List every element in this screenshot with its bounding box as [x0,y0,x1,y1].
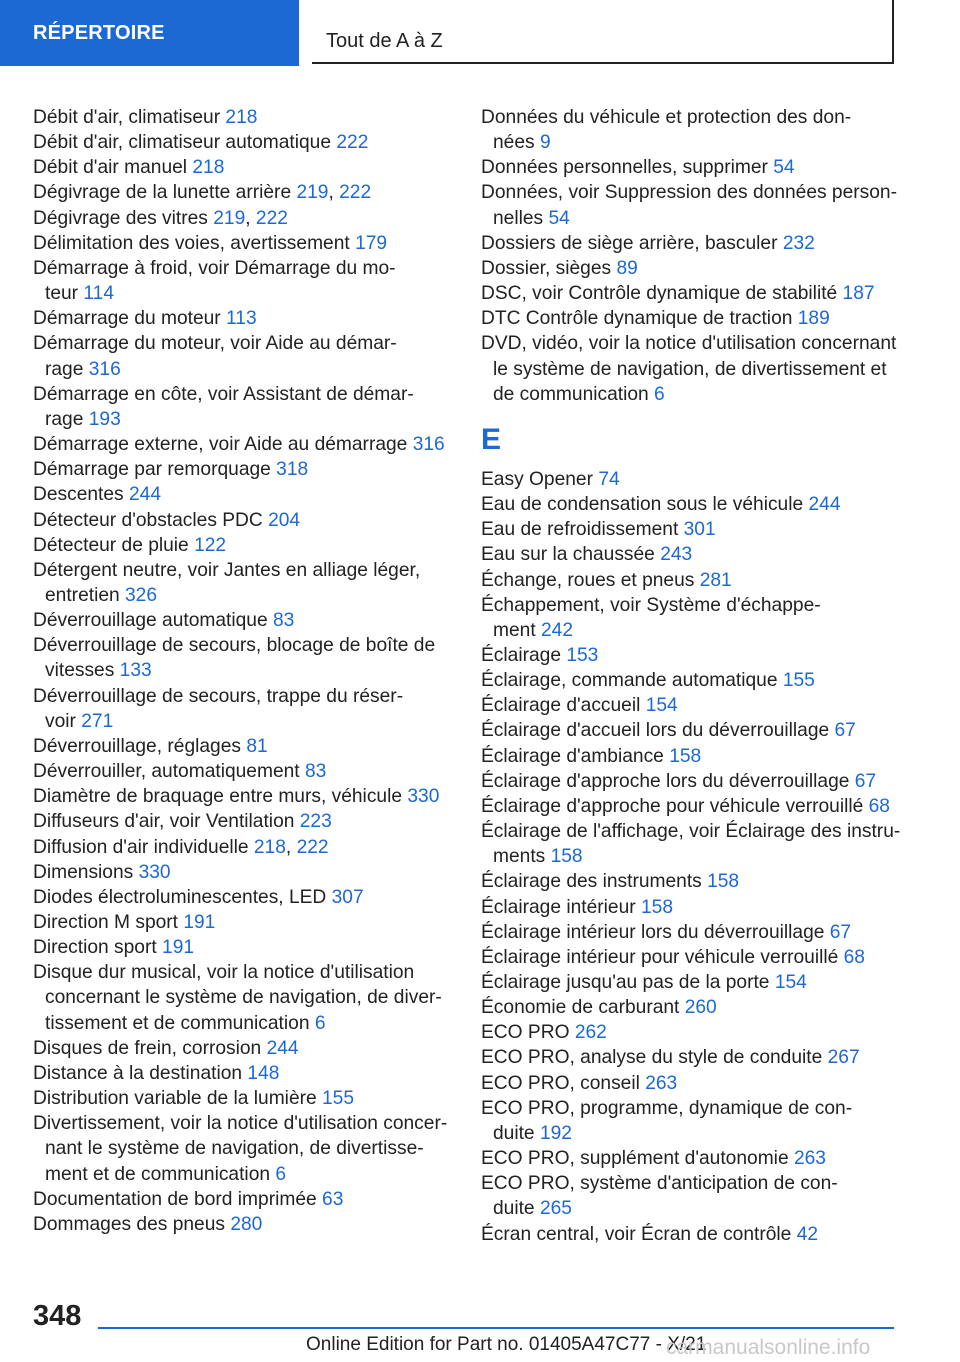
page-ref-link[interactable]: 63 [322,1188,344,1210]
page-ref-link[interactable]: 83 [272,610,295,632]
edition-text: Online Edition for Part no. 01405A47C77 - X/21 [306,1334,707,1355]
page-ref-link[interactable]: 179 [355,232,388,254]
index-entry [481,794,901,819]
index-entry [33,457,453,482]
entry-text: ECO PRO, programme, dynamique de con‐ [481,1097,853,1119]
entry-text: ECO PRO, système d'anticipation de con‐ [481,1173,838,1195]
page-ref-link[interactable]: 222 [296,836,329,858]
page-ref-link[interactable]: 187 [842,283,875,305]
entry-text: Direction M sport [33,912,184,933]
section-letter: E [481,422,502,456]
page-ref-link[interactable]: 316 [88,358,121,380]
entry-text: ECO PRO, conseil [481,1072,646,1094]
entry-text: nant le système de navigation, de divertisse‐ [45,1138,424,1160]
entry-text: Économie de carburant [481,997,685,1019]
page-ref-link[interactable]: 330 [138,861,171,883]
header-subtitle-box [312,0,894,64]
entry-text: vitesses [45,660,120,682]
page-ref-link[interactable]: 68 [843,946,865,968]
page-ref-link[interactable]: 280 [230,1213,263,1235]
index-entry [481,331,901,406]
entry-text: ments [493,846,551,868]
index-entry [33,1212,453,1237]
entry-text: Données du véhicule et protection des don‐ [481,107,852,128]
entry-text: Easy Opener [481,468,599,490]
entry-text: Démarrage à froid, voir Démarrage du mo‐ [33,257,396,279]
page-ref-link[interactable]: 113 [226,308,257,330]
entry-text: teur [45,283,84,305]
entry-text: Éclairage d'accueil lors du déverrouillage [481,720,835,742]
header-subtitle: Tout de A à Z [326,30,443,52]
entry-text: Distribution variable de la lumière [33,1088,323,1110]
section-title: RÉPERTOIRE [33,21,165,44]
page-ref-link[interactable]: 222 [255,207,288,229]
index-entry [33,608,453,633]
index-entry [33,960,453,1035]
entry-text: le système de navigation, de divertissement et [493,358,887,380]
index-entry [33,256,453,306]
page-ref-link[interactable]: 244 [808,494,841,516]
entry-text: Direction sport [33,937,163,959]
entry-text: Dimensions [33,861,139,883]
entry-text: Déverrouiller, automatiquement [33,761,305,783]
entry-text: Échappement, voir Système d'échappe‐ [481,594,821,616]
entry-text: Débit d'air, climatiseur [33,107,226,128]
entry-text: concernant le système de navigation, de diver‐ [45,987,442,1009]
entry-text: Déverrouillage de secours, trappe du réser‐ [33,685,404,707]
entry-text: Distance à la destination [33,1062,248,1084]
page-ref-link[interactable]: 9 [539,132,551,154]
entry-text: Détecteur de pluie [33,534,195,556]
index-entry [481,1020,901,1045]
index-entry [33,885,453,910]
index-entry [481,693,901,718]
page-ref-link[interactable]: 267 [827,1047,860,1069]
index-entry [481,281,901,306]
page-ref-link[interactable]: 158 [640,896,673,918]
entry-text: ECO PRO, analyse du style de conduite [481,1047,828,1069]
entry-text: Démarrage du moteur, voir Aide au démar‐ [33,333,397,355]
page-ref-link[interactable]: 148 [247,1062,280,1084]
page-ref-link[interactable]: 122 [194,534,227,556]
index-entry [481,1096,901,1146]
entry-text: Diodes électroluminescentes, LED [33,886,332,908]
index-entry [481,1146,901,1171]
index-entry [481,492,901,517]
index-entry [481,895,901,920]
index-entry [481,256,901,281]
entry-text: Déverrouillage automatique [33,610,273,632]
entry-text: Éclairage intérieur lors du déverrouillage [481,921,830,943]
index-entry [481,643,901,668]
entry-text: Données personnelles, supprimer [481,157,774,179]
entry-text: Démarrage par remorquage [33,459,277,481]
page-ref-link[interactable]: 67 [854,770,877,792]
index-entry [481,668,901,693]
entry-text: ment [493,619,541,641]
entry-text: Eau sur la chaussée [481,544,661,566]
watermark: carmanualsonline.info [666,1336,871,1359]
entry-text: Eau de condensation sous le véhicule [481,494,809,516]
index-entry [481,568,901,593]
index-entry [33,231,453,256]
index-column-left [33,105,453,1237]
page-ref-link[interactable]: 263 [645,1072,678,1094]
page-ref-link[interactable]: 330 [407,786,440,808]
index-entry [481,995,901,1020]
index-entry [481,920,901,945]
page-ref-link[interactable]: 265 [539,1198,572,1220]
page-ref-link[interactable]: 219 [296,182,329,204]
footer-divider [98,1327,894,1329]
index-entry [33,1187,453,1212]
index-entry [481,970,901,995]
index-entry [481,744,901,769]
page-ref-link[interactable]: 155 [322,1088,355,1110]
index-entry [33,1061,453,1086]
page-ref-link[interactable]: 153 [566,644,599,666]
index-entry [33,1086,453,1111]
index-entry [481,819,901,869]
index-entry [481,1071,901,1096]
index-entry [33,533,453,558]
entry-text: Éclairage d'approche pour véhicule verrouillé [481,795,869,817]
page-ref-link[interactable]: 133 [119,660,152,682]
page-ref-link[interactable]: 158 [707,871,740,893]
page-ref-link[interactable]: 67 [834,720,856,742]
page-ref-link[interactable]: 243 [660,544,693,566]
page-ref-link[interactable]: 54 [548,207,570,229]
entry-text: Éclairage de l'affichage, voir Éclairage des instru‐ [481,821,901,843]
index-entry [33,306,453,331]
page-ref-link[interactable]: 218 [192,157,225,179]
page-ref-link[interactable]: 271 [81,710,114,732]
index-entry [481,306,901,331]
page-ref-link[interactable]: 326 [125,584,158,606]
entry-text: Éclairage intérieur [481,896,641,918]
index-entry [481,231,901,256]
entry-text: Écran central, voir Écran de contrôle [481,1223,797,1245]
index-entry [33,860,453,885]
index-entry [481,1222,901,1247]
entry-text: duite [493,1122,540,1144]
index-entry [33,482,453,507]
page-ref-link[interactable]: 263 [793,1148,826,1170]
entry-text: Diamètre de braquage entre murs, véhicule [33,786,408,808]
index-entry: Dégivrage de la lunette arrière 219, 222 [33,182,372,204]
page-ref-link[interactable]: 42 [796,1223,819,1245]
page-ref-link[interactable]: 81 [246,735,268,757]
page-ref-link[interactable]: 68 [868,795,890,817]
entry-text: Descentes [33,484,129,506]
page-ref-link[interactable]: 218 [253,836,286,858]
page-ref-link[interactable]: 114 [83,283,114,305]
page-ref-link[interactable]: 191 [162,937,195,959]
page-ref-link[interactable]: 6 [314,1012,326,1034]
page-ref-link[interactable]: 260 [684,997,717,1019]
entry-text: ment et de communication [45,1163,276,1185]
entry-text: Démarrage en côte, voir Assistant de démar‐ [33,383,414,405]
entry-text: Détecteur d'obstacles PDC [33,509,269,531]
index-entry [33,734,453,759]
page-ref-link[interactable]: 155 [782,670,815,692]
index-entry [33,759,453,784]
entry-text: Données, voir Suppression des données person‐ [481,182,897,204]
page-ref-link[interactable]: 74 [598,468,620,490]
index-entry [33,105,453,130]
index-entry [33,1111,453,1186]
entry-text: Dommages des pneus [33,1213,231,1235]
index-entry [481,1171,901,1221]
page-ref-link[interactable]: 301 [683,519,716,541]
entry-text: Eau de refroidissement [481,519,684,541]
page-ref-link[interactable]: 6 [275,1163,287,1185]
index-entry: Diffusion d'air individuelle 218, 222 [33,836,329,858]
entry-text: Dossiers de siège arrière, basculer [481,232,783,254]
entry-text: Éclairage [481,644,567,666]
entry-text: Éclairage d'ambiance [481,745,670,767]
index-entry [33,784,453,809]
page-ref-link[interactable]: 54 [773,157,795,179]
index-entry [481,105,901,155]
page-ref-link[interactable]: 222 [339,182,372,204]
entry-text: DTC Contrôle dynamique de traction [481,308,798,330]
entry-text: Dégivrage de la lunette arrière [33,182,297,204]
page-ref-link[interactable]: 262 [574,1022,607,1044]
entry-text: ECO PRO, supplément d'autonomie [481,1148,794,1170]
entry-text: Délimitation des voies, avertissement [33,232,356,254]
index-entry [33,382,453,432]
index-entry [481,945,901,970]
page-ref-link[interactable]: 83 [304,761,327,783]
entry-text: Documentation de bord imprimée [33,1188,323,1210]
index-entry [481,769,901,794]
page-ref-link[interactable]: 189 [797,308,830,330]
entry-text: tissement et de communication [45,1012,315,1034]
page-ref-link[interactable]: 232 [782,232,815,254]
section-tab [0,0,299,66]
entry-text: de communication [493,383,655,405]
entry-text: Démarrage externe, voir Aide au démarrage [33,434,413,456]
index-entry [481,180,901,230]
page-ref-link[interactable]: 6 [654,383,665,405]
entry-text: Déverrouillage, réglages [33,735,247,757]
page-ref-link[interactable]: 318 [276,459,309,481]
page-ref-link[interactable]: 193 [88,408,121,430]
index-entry [33,331,453,381]
entry-text: Échange, roues et pneus [481,569,700,591]
index-entry [33,130,453,155]
entry-text: Dégivrage des vitres [33,207,214,229]
index-entry [33,1036,453,1061]
entry-text: Divertissement, voir la notice d'utilisation concer‐ [33,1113,448,1135]
index-column-right [481,105,901,1247]
page-ref-link[interactable]: 244 [266,1037,299,1059]
entry-text: Éclairage jusqu'au pas de la porte [481,972,775,993]
page-ref-link[interactable]: 307 [331,886,364,908]
page-number: 348 [33,1300,82,1332]
index-entry [481,517,901,542]
page-ref-link[interactable]: 154 [774,972,807,993]
index-group-d [481,105,901,407]
entry-text: Démarrage du moteur [33,308,227,330]
page-ref-link[interactable]: 192 [539,1122,572,1144]
index-entry [33,558,453,608]
page-ref-link[interactable]: 218 [225,107,258,128]
page-ref-link[interactable]: 191 [183,912,216,933]
page-ref-link[interactable]: 219 [213,207,246,229]
page-ref-link[interactable]: 281 [699,569,732,591]
page-ref-link[interactable]: 222 [336,132,369,154]
entry-text: rage [45,358,89,380]
entry-text: DVD, vidéo, voir la notice d'utilisation concernant [481,333,897,355]
index-entry [33,508,453,533]
page-ref-link[interactable]: 154 [645,695,678,717]
page-ref-link[interactable]: 204 [268,509,301,531]
entry-text: voir [45,710,82,732]
index-entry [481,467,901,492]
page-ref-link[interactable]: 67 [829,921,852,943]
entry-text: DSC, voir Contrôle dynamique de stabilité [481,283,843,305]
index-entry [33,633,453,683]
index-entry [481,542,901,567]
entry-text: Dossier, sièges [481,257,617,279]
index-entry [33,935,453,960]
entry-text: Débit d'air, climatiseur automatique [33,132,337,154]
page-ref-link[interactable]: 158 [669,745,702,767]
entry-text: Déverrouillage de secours, blocage de boîte de [33,635,436,657]
entry-text: ECO PRO [481,1022,575,1044]
entry-text: nées [493,132,540,154]
entry-text: Éclairage intérieur pour véhicule verrouillé [481,946,844,968]
entry-text: entretien [45,584,126,606]
page-ref-link[interactable]: 316 [412,434,445,456]
index-entry [33,684,453,734]
entry-text: Débit d'air manuel [33,157,193,179]
index-group-e [481,467,901,1247]
index-entry [33,910,453,935]
entry-text: Disque dur musical, voir la notice d'utilisation [33,962,415,984]
entry-text: duite [493,1198,540,1220]
page-ref-link[interactable]: 244 [128,484,161,506]
index-entry [33,155,453,180]
index-entry [33,432,453,457]
index-entry [481,718,901,743]
index-entry [481,869,901,894]
page-ref-link[interactable]: 158 [550,846,583,868]
index-entry [481,593,901,643]
entry-text: rage [45,408,89,430]
entry-text: Disques de frein, corrosion [33,1037,267,1059]
entry-text: Éclairage d'approche lors du déverrouillage [481,770,855,792]
page-ref-link[interactable]: 223 [299,811,332,833]
page-ref-link[interactable]: 242 [541,619,574,641]
entry-text: Diffuseurs d'air, voir Ventilation [33,811,300,833]
entry-text: nelles [493,207,549,229]
entry-text: Diffusion d'air individuelle [33,836,254,858]
index-entry [481,1045,901,1070]
index-entry [33,809,453,834]
index-entry [481,155,901,180]
entry-text: Éclairage d'accueil [481,695,646,717]
entry-text: Éclairage, commande automatique [481,670,783,692]
entry-text: Détergent neutre, voir Jantes en alliage léger, [33,559,421,581]
index-entry: Dégivrage des vitres 219, 222 [33,207,288,229]
page-ref-link[interactable]: 89 [616,257,638,279]
entry-text: Éclairage des instruments [481,871,708,893]
